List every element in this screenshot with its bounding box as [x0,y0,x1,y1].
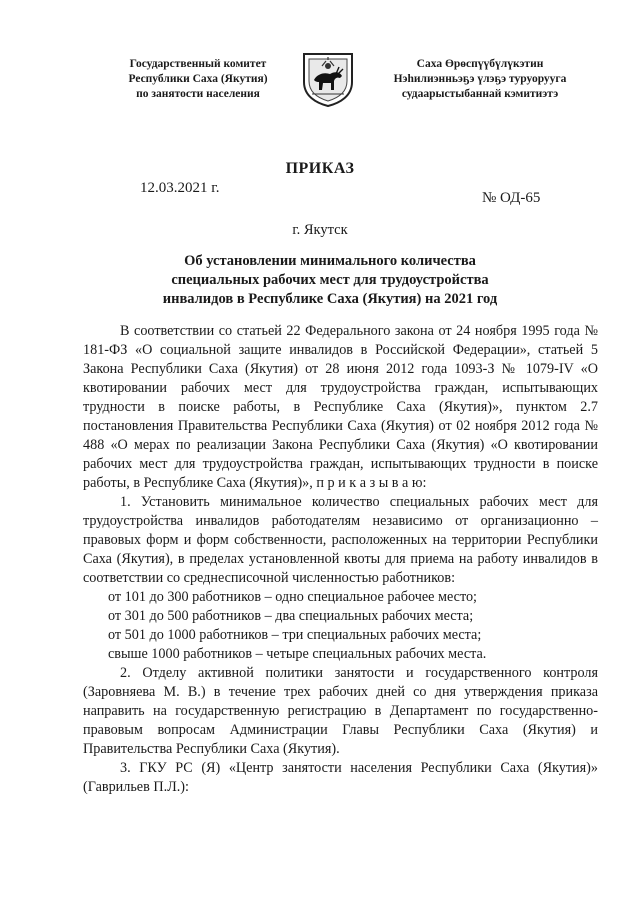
subject-line: специальных рабочих мест для трудоустройства [171,272,489,288]
quota-list-item: от 501 до 1000 работников – три специальных рабочих места; [108,627,482,643]
issuer-line: Нэһилиэнньэҕэ үлэҕэ туруорууга [393,73,567,85]
issue-city: г. Якутск [292,222,348,238]
order-number: № ОД-65 [482,190,541,206]
clause-2: 2. Отделу активной политики занятости и государственного контроля (Заровняева М. В.) в течение трех рабочих дней со дня утверждения приказа направить на государственную регистрацию в Департамент по государственно-правовым вопросам Администрации Главы Республики Саха (Якутия) и Правительства Республики Саха (Якутия). [83,665,598,757]
subject-line: инвалидов в Республике Саха (Якутия) на 2021 год [162,291,498,307]
quota-list-item: от 301 до 500 работников – два специальных рабочих места; [108,608,474,624]
order-subject [120,252,540,309]
quota-list-item: от 101 до 300 работников – одно специальное рабочее место; [108,589,477,605]
issuer-line: Государственный комитет [129,58,267,70]
issuer-name-yakut [365,57,595,102]
clause-1: 1. Установить минимальное количество специальных рабочих мест для трудоустройства инвалидов работодателям независимо от организационно – правовых форм и форм собственности, расположенных на территории Республики Саха (Якутия), в пределах установленной квоты для приема на работу инвалидов в соответствии со среднесписочной численностью работников: [83,494,598,586]
issuer-line: судаарыстыбаннай кэмитиэтэ [401,88,559,100]
issuer-line: по занятости населения [136,88,260,100]
order-date: 12.03.2021 г. [140,180,220,196]
quota-list-item: свыше 1000 работников – четыре специальных рабочих места. [108,646,487,662]
clause-3: 3. ГКУ РС (Я) «Центр занятости населения Республики Саха (Якутия)» (Гаврильев П.Л.): [83,760,598,795]
coat-of-arms-icon [300,50,356,108]
preamble-paragraph: В соответствии со статьей 22 Федерального закона от 24 ноября 1995 года № 181-ФЗ «О социальной защите инвалидов в Российской Федерации», статьей 5 Закона Республики Саха (Якутия) от 28 июня 2012 года 1093-З № 1079-IV «О квотировании рабочих мест для трудоустройства граждан, испытывающих трудности в поиске работы, в Республике Саха (Якутия)», пунктом 2.7 постановления Правительства Республики Саха (Якутия) от 02 ноября 2012 года № 488 «О мерах по реализации Закона Республики Саха (Якутия) «О квотировании рабочих мест для трудоустройства граждан, испытывающих трудности в поиске работы, в Республике Саха (Якутия)», п р и к а з ы в а ю: [83,323,598,491]
issuer-line: Саха Өрөспүүбүлүкэтин [416,58,544,70]
issuer-name-russian [98,57,298,102]
order-body [83,322,598,797]
subject-line: Об установлении минимального количества [184,253,476,269]
issuer-line: Республики Саха (Якутия) [128,73,268,85]
document-title: ПРИКАЗ [285,160,355,177]
